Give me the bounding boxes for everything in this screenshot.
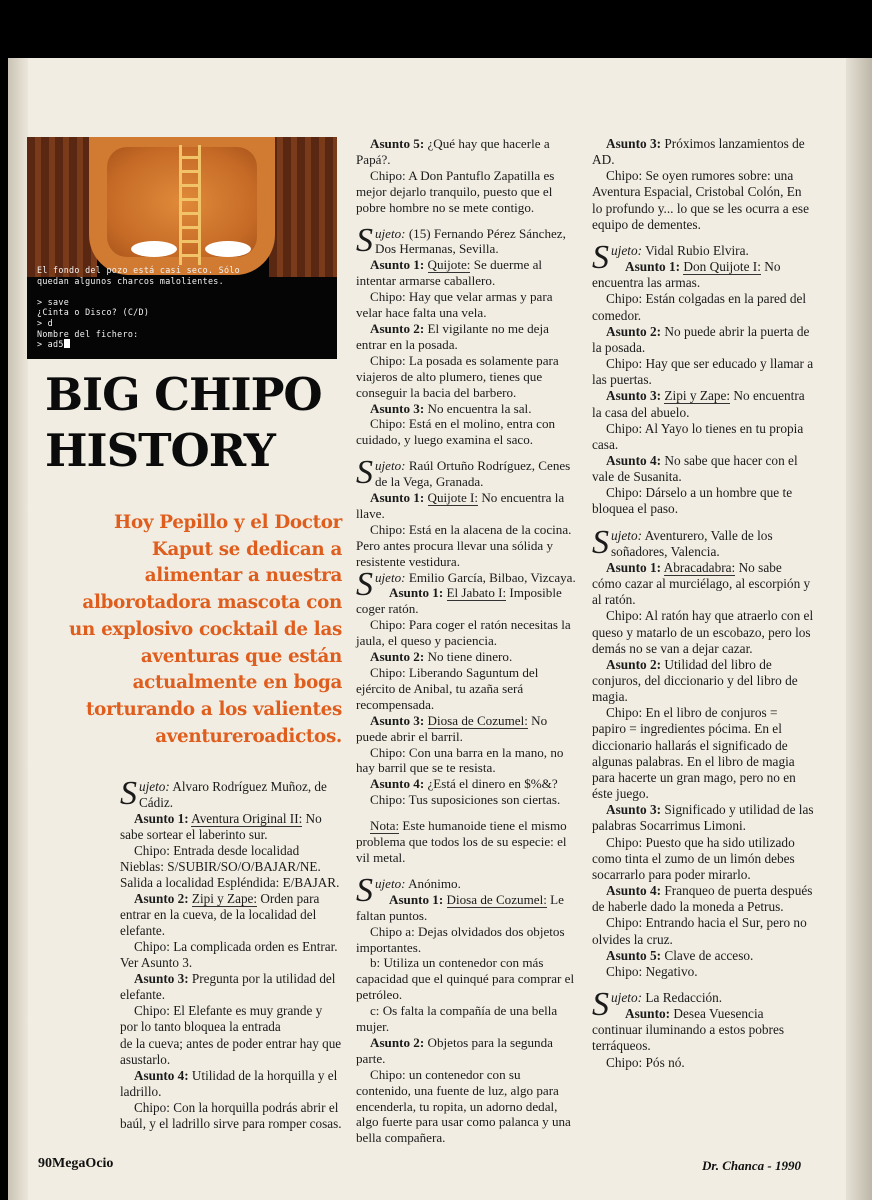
letter-paragraph: Asunto 2: El vigilante no me deja entrar en la posada. <box>356 320 549 352</box>
letter-subject: Sujeto: Anónimo. <box>356 871 461 909</box>
letter-paragraph: Asunto 2: No puede abrir la puerta de la posada. <box>592 323 810 355</box>
letter-paragraph: Chipo: Negativo. <box>606 963 698 979</box>
letter-subject: Sujeto: La Redacción. <box>592 985 723 1023</box>
ladder-icon <box>179 145 201 265</box>
letter-paragraph: Chipo: un contenedor con su contenido, una fuente de luz, algo para encenderla, tu ropita, un adorno dedal, algo fuerte para usar como palanca y una bella compañera. <box>356 1066 571 1146</box>
letter-paragraph: Chipo: La complicada orden es Entrar. Ver Asunto 3. <box>120 939 338 971</box>
letter-paragraph: Asunto 2: No tiene dinero. <box>370 649 513 665</box>
letter-paragraph: Chipo: Está en el molino, entra con cuidado, y luego examina el saco. <box>356 416 556 448</box>
letter-paragraph: Chipo: Liberando Saguntum del ejército de Anibal, tu azaña será recompensada. <box>356 665 539 712</box>
letter-paragraph: Chipo: Con la horquilla podrás abrir el baúl, y el ladrillo sirve para romper cosas. <box>120 1099 342 1131</box>
letter-subject: Sujeto: Raúl Ortuño Rodríguez, Cenes de la Vega, Granada. <box>356 454 571 492</box>
column-right <box>592 136 814 1071</box>
letter-paragraph: Asunto 1: Aventura Original II: No sabe sortear el laberinto sur. <box>120 811 322 843</box>
letter-subject: Sujeto: (15) Fernando Pérez Sánchez, Dos Hermanas, Sevilla. <box>356 221 566 259</box>
letter-paragraph: Asunto 1: Diosa de Cozumel: Le faltan puntos. <box>356 891 564 923</box>
letter-paragraph: Asunto 3: Pregunta por la utilidad del elefante. <box>120 971 336 1003</box>
letter-paragraph: Asunto 3: Zipi y Zape: No encuentra la casa del abuelo. <box>592 388 805 420</box>
letter-paragraph: Chipo: El Elefante es muy grande y por lo tanto bloquea la entrada <box>120 1003 323 1035</box>
letter-paragraph: Asunto 5: Clave de acceso. <box>606 947 754 963</box>
letter-paragraph: Asunto 4: No sabe que hacer con el vale de Susanita. <box>592 452 798 485</box>
game-screenshot <box>27 137 337 359</box>
page-edge <box>846 58 872 1200</box>
letter-paragraph: Asunto 3: Significado y utilidad de las palabras Socarrimus Limoni. <box>592 802 814 834</box>
letter-paragraph: Chipo: Dárselo a un hombre que te bloquea el paso. <box>592 485 793 517</box>
letter-paragraph: Asunto 3: Diosa de Cozumel: No puede abrir el barril. <box>356 712 548 744</box>
letter-paragraph: Asunto 1: Abracadabra: No sabe cómo cazar al murciélago, al escorpión y al ratón. <box>592 559 811 608</box>
letter-paragraph: Asunto 2: Zipi y Zape: Orden para entrar en la cueva, de la localidad del elefante. <box>120 891 320 939</box>
letter-paragraph: Chipo: A Don Pantuflo Zapatilla es mejor dejarlo tranquilo, puesto que el pobre hombre no se mete contigo. <box>356 167 555 215</box>
letter-paragraph: Asunto 1: Quijote: Se duerme al intentar armarse caballero. <box>356 257 543 289</box>
letter-paragraph: Chipo: Entrando hacia el Sur, pero no olvides la cruz. <box>592 915 807 947</box>
terminal-text: El fondo del pozo está casi seco. Sólo quedan algunos charcos malolientes. > save ¿Cinta o Disco? (C/D) > d Nombre del fichero: > ad5 <box>37 265 241 350</box>
letter-paragraph: Chipo: En el libro de conjuros = papiro = ingredientes pócima. En el diccionario hallarás el significado de algunas palabras. En el libro de magia para hacerte un gran mago, pero no en éste juego. <box>592 705 796 802</box>
article-title: BIG CHIPO HISTORY <box>45 368 322 477</box>
letter-paragraph: Chipo: Tus suposiciones son ciertas. <box>370 792 561 808</box>
letter-paragraph: Chipo: Pós nó. <box>606 1054 685 1070</box>
puddle-left <box>131 241 177 257</box>
page-number: 90MegaOcio <box>38 1156 114 1171</box>
letter-paragraph: Chipo: Con una barra en la mano, no hay barril que se te resista. <box>356 744 564 776</box>
letter-paragraph: Chipo a: Dejas olvidados dos objetos importantes. <box>356 923 565 955</box>
letter-paragraph: Chipo: Al Yayo lo tienes en tu propia casa. <box>592 420 804 452</box>
letter-paragraph: b: Utiliza un contenedor con más capacidad que el quinqué para comprar el petróleo. <box>356 955 575 1003</box>
letter-paragraph: Chipo: Se oyen rumores sobre: una Aventura Espacial, Cristobal Colón, En lo profundo y... lo que se les ocurra a ese equipo de dementes. <box>592 168 809 232</box>
letter-paragraph: Asunto 5: ¿Qué hay que hacerle a Papá?. <box>356 136 550 167</box>
letter-paragraph: Chipo: Para coger el ratón necesitas la jaula, el queso y paciencia. <box>356 617 571 649</box>
letter-paragraph: Asunto: Desea Vuesencia continuar iluminando a estos pobres terráqueos. <box>592 1006 785 1054</box>
column-left <box>120 775 342 1132</box>
letter-paragraph: Nota: Este humanoide tiene el mismo problema que todos los de su especie: el vil metal. <box>356 818 567 865</box>
letter-subject: Sujeto: Alvaro Rodríguez Muñoz, de Cádiz. <box>120 775 327 812</box>
letter-paragraph: Asunto 1: Quijote I: No encuentra la llave. <box>356 490 565 521</box>
letter-paragraph: Chipo: Hay que ser educado y llamar a las puertas. <box>592 356 814 388</box>
letter-paragraph: Asunto 1: Don Quijote I: No encuentra las armas. <box>592 259 781 291</box>
letter-paragraph: Chipo: Al ratón hay que atraerlo con el queso y matarlo de un escobazo, pero los demás no se van a dejar cazar. <box>592 608 814 656</box>
letter-paragraph: c: Os falta la compañía de una bella mujer. <box>356 1003 558 1035</box>
cave-wall-left <box>27 137 97 277</box>
letter-paragraph: Asunto 1: El Jabato I: Imposible coger ratón. <box>356 585 562 617</box>
puddle-right <box>205 241 251 257</box>
author-signature: Dr. Chanca - 1990 <box>702 1158 801 1173</box>
letter-subject: Sujeto: Aventurero, Valle de los soñadores, Valencia. <box>592 523 773 561</box>
letter-paragraph: de la cueva; antes de poder entrar hay que asustarlo. <box>120 1035 342 1067</box>
letter-paragraph: Asunto 2: Utilidad del libro de conjuros, del diccionario y del libro de magia. <box>592 656 798 705</box>
cursor-icon <box>64 339 70 348</box>
letter-paragraph: Chipo: Entrada desde localidad Nieblas: S/SUBIR/SO/O/BAJAR/NE. Salida a localidad Espléndida: E/BAJAR. <box>120 843 340 891</box>
letter-subject: Sujeto: Vidal Rubio Elvira. <box>592 238 749 276</box>
article-intro: Hoy Pepillo y el Doctor Kaput se dedican a alimentar a nuestra alborotadora mascota con un explosivo cocktail de las aventuras que están actualmente en boga torturando a los valientes aventureroadictos. <box>69 512 342 747</box>
letter-paragraph: Asunto 4: Utilidad de la horquilla y el ladrillo. <box>120 1067 338 1099</box>
letter-paragraph: Chipo: La posada es solamente para viajeros de alto plumero, tienes que conseguir la bacia del barbero. <box>356 352 559 400</box>
letter-paragraph: Asunto 3: Próximos lanzamientos de AD. <box>592 136 805 168</box>
letter-paragraph: Asunto 4: ¿Está el dinero en $%&? <box>370 776 558 792</box>
letter-subject: Sujeto: Emilio García, Bilbao, Vizcaya. <box>356 565 576 603</box>
letter-paragraph: Chipo: Está en la alacena de la cocina. Pero antes procura llevar una sólida y resistente vestidura. <box>356 521 572 569</box>
letter-paragraph: Asunto 3: No encuentra la sal. <box>370 400 532 416</box>
page-spine-shadow <box>8 58 28 1200</box>
letter-paragraph: Asunto 2: Objetos para la segunda parte. <box>356 1034 553 1066</box>
column-middle <box>356 136 578 1146</box>
letter-paragraph: Chipo: Puesto que ha sido utilizado como tinta el zumo de un limón debes socarrarlo para poder mirarlo. <box>592 834 795 882</box>
letter-paragraph: Chipo: Están colgadas en la pared del comedor. <box>592 291 807 323</box>
cave-wall-right <box>269 137 337 277</box>
letter-paragraph: Chipo: Hay que velar armas y para velar hace falta una vela. <box>356 289 553 321</box>
letter-paragraph: Asunto 4: Franqueo de puerta después de haberle dado la moneda a Petrus. <box>592 883 813 915</box>
